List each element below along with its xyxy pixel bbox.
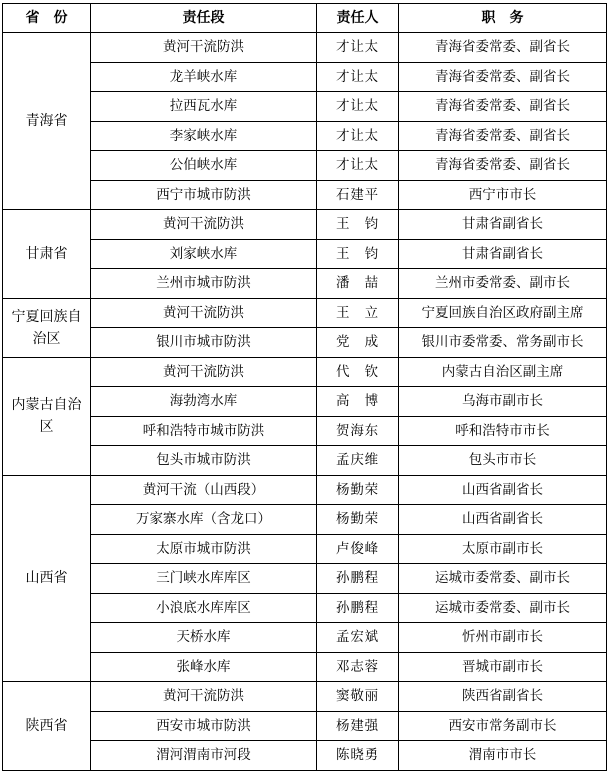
section-cell: 包头市城市防洪: [91, 446, 317, 476]
section-cell: 黄河干流（山西段）: [91, 475, 317, 505]
title-cell: 山西省副省长: [399, 505, 607, 535]
section-cell: 三门峡水库库区: [91, 564, 317, 594]
person-cell: 邓志蓉: [317, 652, 399, 682]
table-row: [3, 328, 607, 358]
title-cell: 包头市市长: [399, 446, 607, 476]
section-cell: 黄河干流防洪: [91, 33, 317, 63]
table-row: [3, 446, 607, 476]
person-cell: 孙鹏程: [317, 593, 399, 623]
person-cell: 才让太: [317, 33, 399, 63]
table-row: [3, 682, 607, 712]
title-cell: 晋城市副市长: [399, 652, 607, 682]
person-cell: 杨勤荣: [317, 475, 399, 505]
section-cell: 刘家峡水库: [91, 239, 317, 269]
section-cell: 龙羊峡水库: [91, 62, 317, 92]
title-cell: 太原市副市长: [399, 534, 607, 564]
person-cell: 孟庆维: [317, 446, 399, 476]
table-row: [3, 62, 607, 92]
person-cell: 陈晓勇: [317, 741, 399, 771]
table-row: [3, 180, 607, 210]
person-cell: 王 立: [317, 298, 399, 328]
section-cell: 兰州市城市防洪: [91, 269, 317, 299]
person-cell: 才让太: [317, 62, 399, 92]
person-cell: 窦敬丽: [317, 682, 399, 712]
section-cell: 小浪底水库库区: [91, 593, 317, 623]
table-row: [3, 269, 607, 299]
section-cell: 太原市城市防洪: [91, 534, 317, 564]
person-cell: 孙鹏程: [317, 564, 399, 594]
title-cell: 西宁市市长: [399, 180, 607, 210]
section-cell: 呼和浩特市城市防洪: [91, 416, 317, 446]
title-cell: 甘肃省副省长: [399, 210, 607, 240]
section-cell: 张峰水库: [91, 652, 317, 682]
responsibility-table: [2, 3, 607, 771]
person-cell: 杨建强: [317, 711, 399, 741]
section-cell: 海勃湾水库: [91, 387, 317, 417]
table-row: [3, 505, 607, 535]
title-cell: 渭南市市长: [399, 741, 607, 771]
person-cell: 贺海东: [317, 416, 399, 446]
title-cell: 呼和浩特市市长: [399, 416, 607, 446]
title-cell: 青海省委常委、副省长: [399, 121, 607, 151]
table-row: [3, 357, 607, 387]
person-cell: 才让太: [317, 121, 399, 151]
table-row: [3, 623, 607, 653]
person-cell: 潘 喆: [317, 269, 399, 299]
title-cell: 运城市委常委、副市长: [399, 593, 607, 623]
table-body: [3, 33, 607, 771]
section-cell: 公伯峡水库: [91, 151, 317, 181]
title-cell: 青海省委常委、副省长: [399, 151, 607, 181]
province-cell: 宁夏回族自治区: [3, 298, 91, 357]
person-cell: 代 钦: [317, 357, 399, 387]
title-cell: 运城市委常委、副市长: [399, 564, 607, 594]
table-row: [3, 534, 607, 564]
title-cell: 青海省委常委、副省长: [399, 33, 607, 63]
title-cell: 银川市委常委、常务副市长: [399, 328, 607, 358]
title-cell: 山西省副省长: [399, 475, 607, 505]
table-row: [3, 652, 607, 682]
title-cell: 青海省委常委、副省长: [399, 62, 607, 92]
person-cell: 王 钧: [317, 239, 399, 269]
header-person: 责任人: [317, 4, 399, 33]
table-row: [3, 475, 607, 505]
section-cell: 西宁市城市防洪: [91, 180, 317, 210]
person-cell: 卢俊峰: [317, 534, 399, 564]
person-cell: 才让太: [317, 151, 399, 181]
header-province: 省 份: [3, 4, 91, 33]
title-cell: 陕西省副省长: [399, 682, 607, 712]
section-cell: 西安市城市防洪: [91, 711, 317, 741]
title-cell: 忻州市副市长: [399, 623, 607, 653]
title-cell: 乌海市副市长: [399, 387, 607, 417]
province-cell: 青海省: [3, 33, 91, 210]
section-cell: 渭河渭南市河段: [91, 741, 317, 771]
header-row: [3, 4, 607, 33]
title-cell: 宁夏回族自治区政府副主席: [399, 298, 607, 328]
province-cell: 内蒙古自治区: [3, 357, 91, 475]
title-cell: 西安市常务副市长: [399, 711, 607, 741]
table-row: [3, 92, 607, 122]
section-cell: 黄河干流防洪: [91, 210, 317, 240]
table-row: [3, 121, 607, 151]
title-cell: 青海省委常委、副省长: [399, 92, 607, 122]
section-cell: 黄河干流防洪: [91, 357, 317, 387]
person-cell: 王 钧: [317, 210, 399, 240]
province-cell: 甘肃省: [3, 210, 91, 299]
table-row: [3, 151, 607, 181]
table-row: [3, 239, 607, 269]
table-row: [3, 298, 607, 328]
section-cell: 万家寨水库（含龙口）: [91, 505, 317, 535]
header-title: 职 务: [399, 4, 607, 33]
person-cell: 石建平: [317, 180, 399, 210]
person-cell: 杨勤荣: [317, 505, 399, 535]
table-row: [3, 210, 607, 240]
table-row: [3, 387, 607, 417]
section-cell: 黄河干流防洪: [91, 298, 317, 328]
section-cell: 拉西瓦水库: [91, 92, 317, 122]
province-cell: 陕西省: [3, 682, 91, 771]
section-cell: 银川市城市防洪: [91, 328, 317, 358]
province-cell: 山西省: [3, 475, 91, 682]
section-cell: 天桥水库: [91, 623, 317, 653]
table-row: [3, 33, 607, 63]
table-row: [3, 416, 607, 446]
table-row: [3, 564, 607, 594]
header-section: 责任段: [91, 4, 317, 33]
section-cell: 李家峡水库: [91, 121, 317, 151]
person-cell: 高 博: [317, 387, 399, 417]
table-row: [3, 593, 607, 623]
section-cell: 黄河干流防洪: [91, 682, 317, 712]
table-row: [3, 741, 607, 771]
person-cell: 党 成: [317, 328, 399, 358]
table-row: [3, 711, 607, 741]
title-cell: 内蒙古自治区副主席: [399, 357, 607, 387]
title-cell: 兰州市委常委、副市长: [399, 269, 607, 299]
person-cell: 才让太: [317, 92, 399, 122]
person-cell: 孟宏斌: [317, 623, 399, 653]
title-cell: 甘肃省副省长: [399, 239, 607, 269]
